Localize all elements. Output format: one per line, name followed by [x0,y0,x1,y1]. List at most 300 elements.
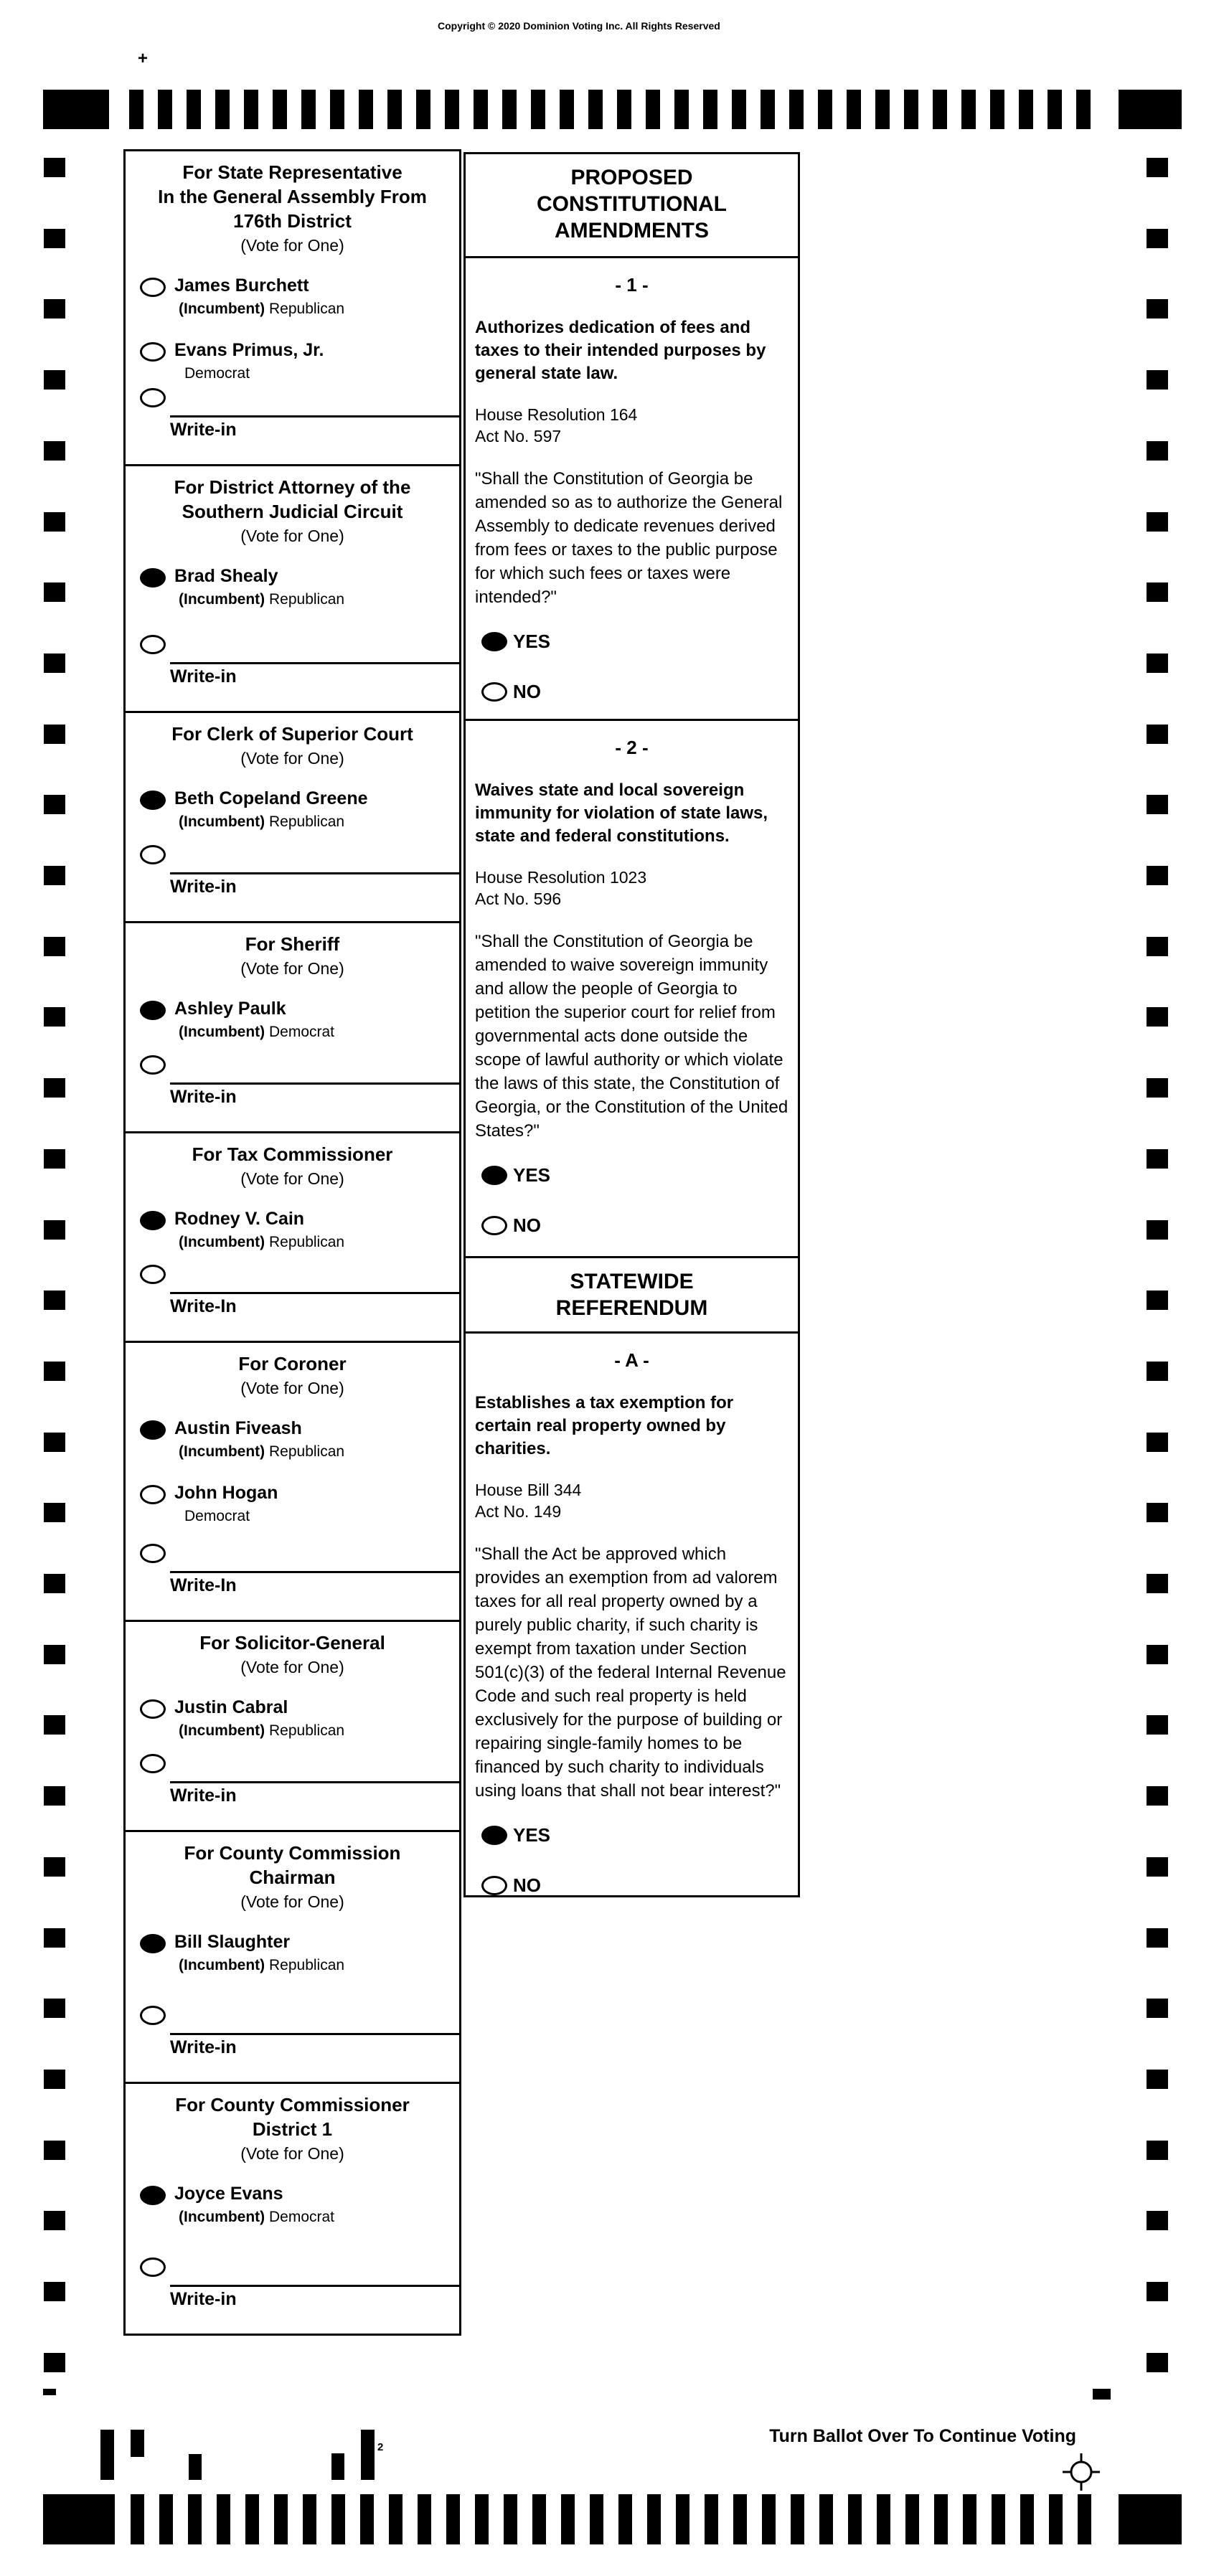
timing-mark [44,512,65,532]
measure-references [466,404,798,447]
candidate-row [126,1697,459,1742]
question-section-header [463,152,800,258]
contest-title-line: For District Attorney of the [174,476,411,498]
candidate-row [126,1482,459,1528]
option-label: NO [513,1874,541,1896]
write-in-line[interactable] [170,1082,459,1085]
write-in-oval[interactable] [140,845,166,864]
timing-mark [43,2389,56,2395]
candidate-party: (Incumbent) Republican [179,1234,345,1250]
timing-mark [44,795,65,814]
timing-mark [1147,1786,1168,1806]
contest-box [123,1830,461,2084]
turn-ballot-over-instruction: Turn Ballot Over To Continue Voting [769,2426,1076,2446]
contest-title-line: For County Commissioner [175,2094,410,2115]
timing-mark [590,2494,603,2544]
measure-references [466,867,798,910]
write-in-line[interactable] [170,415,459,417]
timing-mark [1147,1078,1168,1098]
timing-mark [1147,654,1168,673]
contest-title-line: In the General Assembly From [158,186,427,207]
timing-mark [618,2494,632,2544]
write-in-label: Write-in [170,1087,237,1107]
measure-question: "Shall the Constitution of Georgia be amended so as to authorize the General Assembly to dedicate revenues derived from fees or taxes to the public purpose for which such fees or taxes were intended?" [475,469,783,607]
write-in-line[interactable] [170,1292,459,1294]
timing-mark [44,1291,65,1310]
timing-mark [961,90,976,129]
incumbent-label: (Incumbent) [179,1722,265,1739]
timing-mark [1147,1857,1168,1877]
question-section-header [463,1256,800,1334]
timing-mark [360,2494,374,2544]
timing-mark [44,1928,65,1948]
measure-reference-line: Act No. 597 [475,427,562,445]
timing-block-bottom-left [43,2494,115,2544]
option-label: YES [513,631,551,652]
timing-mark [44,2141,65,2160]
timing-mark [418,2494,431,2544]
contest-title [126,1133,459,1166]
write-in-line[interactable] [170,662,459,664]
section-header-title [466,154,798,244]
timing-mark [674,90,689,129]
timing-mark [389,2494,402,2544]
timing-block-top-right [1119,90,1182,129]
write-in-area [126,1055,459,1131]
timing-mark [44,370,65,390]
timing-mark [44,158,65,177]
code-bar [100,2430,114,2480]
candidate-row [126,1417,459,1463]
contest-box [123,2082,461,2336]
timing-mark [703,90,717,129]
section-header-line: PROPOSED [570,166,693,189]
timing-mark [762,2494,776,2544]
write-in-oval[interactable] [140,2257,166,2277]
candidate-name: Rodney V. Cain [174,1209,305,1229]
timing-mark [733,2494,747,2544]
measure-box [463,719,800,1258]
option-label: YES [513,1164,551,1186]
option-oval-filled[interactable] [481,632,507,651]
timing-mark [1147,2141,1168,2160]
write-in-area [126,2257,459,2334]
measure-reference-line: Act No. 149 [475,1502,562,1521]
timing-mark [1147,2211,1168,2230]
timing-mark [44,1645,65,1664]
timing-mark [158,90,172,129]
timing-mark [1078,2494,1091,2544]
candidate-row [126,275,459,321]
measure-reference-line: Act No. 596 [475,890,562,908]
candidate-row [126,788,459,834]
contest-box [123,711,461,923]
candidate-party: (Incumbent) Republican [179,1957,345,1973]
vote-for-instruction: (Vote for One) [240,749,344,768]
candidate-party: (Incumbent) Republican [179,1443,345,1460]
write-in-label: Write-In [170,1296,237,1316]
incumbent-label: (Incumbent) [179,1024,265,1040]
vote-for-instruction: (Vote for One) [240,1892,344,1911]
vote-oval-empty[interactable] [140,342,166,362]
candidate-row [126,2183,459,2229]
timing-mark [1147,1645,1168,1664]
timing-mark [531,90,545,129]
timing-mark [1147,1574,1168,1593]
timing-block-top-left [43,90,109,129]
measure-summary: Authorizes dedication of fees and taxes to their intended purposes by general state law. [475,318,766,383]
write-in-area [126,1265,459,1341]
vote-for-instruction: (Vote for One) [240,2144,344,2163]
timing-mark [44,1999,65,2018]
incumbent-label: (Incumbent) [179,591,265,608]
contest-title-line: 176th District [233,210,352,232]
timing-mark [475,2494,489,2544]
option-oval-empty[interactable] [481,682,507,702]
write-in-oval[interactable] [140,388,166,407]
timing-mark [44,2211,65,2230]
timing-mark [732,90,746,129]
timing-mark [44,441,65,461]
write-in-label: Write-in [170,2289,237,2309]
timing-mark [1147,1999,1168,2018]
incumbent-label: (Incumbent) [179,1234,265,1250]
timing-mark [274,2494,288,2544]
timing-mark [244,90,258,129]
timing-mark [188,2494,202,2544]
candidate-row [126,1931,459,1977]
timing-mark [791,2494,804,2544]
footer-tiny-mark: 2 [377,2441,384,2453]
section-header-title [466,1258,798,1321]
timing-mark [1147,1503,1168,1522]
write-in-area [126,1544,459,1620]
timing-mark [560,90,574,129]
candidate-name: Austin Fiveash [174,1418,302,1438]
timing-mark [303,2494,316,2544]
candidate-party: (Incumbent) Democrat [179,1024,335,1040]
timing-mark [1147,229,1168,248]
timing-mark [474,90,488,129]
write-in-line[interactable] [170,1781,459,1783]
timing-mark [359,90,373,129]
section-header-line: CONSTITUTIONAL [537,192,727,216]
timing-mark [44,1149,65,1169]
timing-mark [848,2494,862,2544]
write-in-line[interactable] [170,2285,459,2287]
contest-title [126,1832,459,1889]
contest-title-line: For State Representative [182,161,402,183]
timing-mark [1147,937,1168,956]
candidate-party: (Incumbent) Republican [179,1722,345,1739]
measure-option-row [466,1213,798,1243]
section-header-line: AMENDMENTS [555,219,709,242]
timing-mark [877,2494,890,2544]
timing-mark [159,2494,173,2544]
option-oval-empty[interactable] [481,1876,507,1895]
option-oval-empty[interactable] [481,1216,507,1235]
write-in-label: Write-in [170,420,237,440]
code-bar [361,2430,375,2480]
timing-mark [1147,299,1168,319]
contest-box [123,1341,461,1622]
vote-oval-filled[interactable] [140,791,166,810]
timing-mark [1020,2494,1034,2544]
timing-mark [904,90,918,129]
write-in-label: Write-in [170,2037,237,2057]
write-in-label: Write-in [170,877,237,897]
measure-box [463,1331,800,1897]
write-in-oval[interactable] [140,1055,166,1075]
timing-mark [44,654,65,673]
measure-number: - 2 - [615,737,649,758]
timing-mark [1048,90,1062,129]
timing-mark [1147,1928,1168,1948]
timing-mark [1147,866,1168,885]
vote-for-instruction: (Vote for One) [240,527,344,545]
candidate-party: (Incumbent) Republican [179,813,345,830]
timing-mark [990,90,1004,129]
measure-question: "Shall the Act be approved which provides an exemption from ad valorem taxes for all real property owned by a purely public charity, if such charity is exempt from taxation under Section 501(c)(3) of the federal Internal Revenue Code and such real property is held exclusively for the purpose of building or repairing single-family homes to be financed by such charity to individuals using loans that shall not bear interest?" [475,1544,786,1801]
registration-plus-mark: + [138,49,149,68]
vote-oval-filled[interactable] [140,1001,166,1020]
copyright-text: Copyright © 2020 Dominion Voting Inc. All Rights Reserved [438,20,720,32]
code-bar [189,2454,202,2480]
candidate-name: James Burchett [174,275,309,296]
section-header-line: STATEWIDE [570,1270,694,1293]
timing-mark [416,90,430,129]
option-label: NO [513,1214,541,1236]
timing-mark [532,2494,546,2544]
vote-oval-filled[interactable] [140,2186,166,2205]
timing-mark [331,2494,345,2544]
contest-box [123,1131,461,1343]
contest-title-line: Chairman [249,1867,336,1888]
code-bar [331,2453,344,2480]
measure-option-row [466,629,798,659]
incumbent-label: (Incumbent) [179,813,265,830]
write-in-area [126,2006,459,2082]
timing-mark [933,90,947,129]
candidate-row [126,339,459,385]
vote-oval-filled[interactable] [140,1420,166,1440]
timing-mark [129,90,143,129]
timing-mark [44,1078,65,1098]
contest-title [126,2084,459,2141]
candidate-name: Ashley Paulk [174,999,286,1019]
timing-mark [131,2494,144,2544]
vote-for-instruction: (Vote for One) [240,959,344,978]
timing-mark [1147,1220,1168,1240]
timing-mark [1076,90,1091,129]
candidate-row [126,998,459,1044]
timing-mark [1147,725,1168,744]
timing-mark [44,1220,65,1240]
measure-box [463,256,800,721]
registration-crosshair-icon [1060,2450,1103,2497]
timing-mark [273,90,287,129]
timing-mark [1147,441,1168,461]
timing-mark [705,2494,718,2544]
contest-box [123,1620,461,1832]
timing-mark [44,1433,65,1452]
contests-column [123,149,461,2336]
measure-option-row [466,1873,798,1903]
timing-mark [44,1007,65,1027]
contest-title-line: For Tax Commissioner [192,1143,393,1165]
candidate-name: Justin Cabral [174,1697,288,1717]
contest-title [126,466,459,524]
timing-mark [676,2494,689,2544]
option-label: NO [513,681,541,702]
code-bar [131,2430,144,2457]
timing-mark [992,2494,1005,2544]
contest-title [126,713,459,746]
write-in-oval[interactable] [140,1544,166,1563]
write-in-oval[interactable] [140,2006,166,2025]
contest-box [123,149,461,466]
contest-title-line: District 1 [252,2118,333,2140]
write-in-line[interactable] [170,872,459,874]
measure-number: - 1 - [615,274,649,296]
write-in-line[interactable] [170,1571,459,1573]
timing-mark [44,1786,65,1806]
timing-mark [1147,795,1168,814]
option-oval-filled[interactable] [481,1826,507,1845]
vote-oval-filled[interactable] [140,568,166,588]
option-label: YES [513,1824,551,1846]
timing-mark [44,2282,65,2301]
timing-mark [588,90,603,129]
candidate-name: Brad Shealy [174,566,278,586]
timing-mark [44,1574,65,1593]
timing-mark [1093,2389,1111,2400]
incumbent-label: (Incumbent) [179,1957,265,1973]
candidate-party: Democrat [184,365,250,382]
timing-mark [963,2494,976,2544]
timing-mark [617,90,631,129]
measure-option-row [466,679,798,709]
timing-mark [44,1362,65,1381]
vote-for-instruction: (Vote for One) [240,236,344,255]
timing-mark [1147,1149,1168,1169]
contest-title-line: For Coroner [238,1353,347,1374]
write-in-area [126,845,459,921]
vote-oval-empty[interactable] [140,278,166,297]
vote-oval-empty[interactable] [140,1485,166,1504]
candidate-name: John Hogan [174,1483,278,1503]
contest-title [126,151,459,233]
contest-title [126,923,459,956]
timing-mark [217,2494,230,2544]
timing-mark [44,1857,65,1877]
candidate-party: (Incumbent) Republican [179,301,345,317]
timing-mark [1147,1433,1168,1452]
contest-title-line: For Solicitor-General [199,1632,385,1653]
timing-mark [1147,2070,1168,2089]
timing-mark [789,90,804,129]
timing-mark [445,90,459,129]
candidate-party: (Incumbent) Republican [179,591,345,608]
vote-for-instruction: (Vote for One) [240,1379,344,1397]
write-in-line[interactable] [170,2033,459,2035]
timing-mark [301,90,316,129]
measure-reference-line: House Bill 344 [475,1481,582,1499]
incumbent-label: (Incumbent) [179,301,265,317]
timing-mark [905,2494,919,2544]
measure-number: - A - [614,1349,649,1371]
vote-oval-filled[interactable] [140,1934,166,1953]
contest-title [126,1343,459,1376]
timing-mark [934,2494,948,2544]
questions-column [463,152,800,1897]
contest-title-line: Southern Judicial Circuit [182,501,403,522]
timing-mark [44,229,65,248]
write-in-oval[interactable] [140,635,166,654]
timing-mark [561,2494,575,2544]
contest-title-line: For County Commission [184,1842,401,1864]
vote-for-instruction: (Vote for One) [240,1658,344,1676]
vote-oval-empty[interactable] [140,1699,166,1719]
candidate-party: (Incumbent) Democrat [179,2209,335,2225]
timing-mark [847,90,861,129]
timing-mark [44,1503,65,1522]
timing-mark [44,725,65,744]
candidate-name: Evans Primus, Jr. [174,340,324,360]
timing-mark [647,2494,661,2544]
contest-title-line: For Sheriff [245,933,340,955]
timing-mark [819,2494,833,2544]
contest-box [123,464,461,713]
timing-mark [818,90,832,129]
contest-title [126,1622,459,1655]
measure-reference-line: House Resolution 164 [475,405,638,424]
timing-mark [1147,512,1168,532]
write-in-area [126,635,459,711]
timing-mark [1147,2282,1168,2301]
measure-option-row [466,1823,798,1853]
timing-mark [44,2353,65,2372]
timing-mark [875,90,890,129]
measure-summary: Waives state and local sovereign immunity for violation of state laws, state and federal constitutions. [475,780,768,846]
vote-for-instruction: (Vote for One) [240,1169,344,1188]
timing-mark [44,299,65,319]
timing-mark [387,90,402,129]
timing-mark [330,90,344,129]
measure-option-row [466,1163,798,1193]
write-in-oval[interactable] [140,1265,166,1284]
timing-mark [1147,370,1168,390]
candidate-name: Joyce Evans [174,2184,283,2204]
timing-mark [1147,2353,1168,2372]
timing-mark [1019,90,1033,129]
candidate-party: Democrat [184,1508,250,1524]
measure-summary: Establishes a tax exemption for certain real property owned by charities. [475,1393,734,1458]
option-oval-filled[interactable] [481,1166,507,1185]
write-in-label: Write-in [170,1785,237,1806]
timing-mark [1147,1291,1168,1310]
write-in-label: Write-in [170,666,237,687]
measure-references [466,1479,798,1522]
candidate-row [126,1208,459,1254]
timing-mark [504,2494,517,2544]
write-in-area [126,388,459,464]
timing-mark [502,90,517,129]
timing-mark [44,2070,65,2089]
write-in-oval[interactable] [140,1754,166,1773]
timing-mark [44,866,65,885]
vote-oval-filled[interactable] [140,1211,166,1230]
